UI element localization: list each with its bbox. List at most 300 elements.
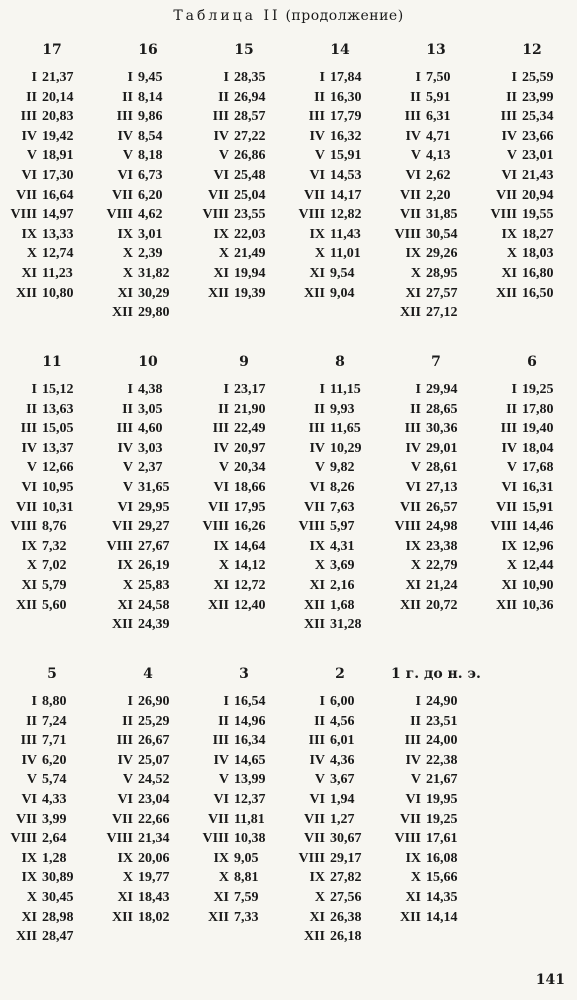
month-numeral: VI — [405, 791, 421, 807]
day-value: 14,97 — [42, 207, 74, 223]
day-value: 13,99 — [234, 772, 266, 788]
table-row — [388, 286, 484, 306]
table-row — [196, 266, 292, 286]
year-header: 17 — [42, 42, 62, 58]
month-numeral: III — [20, 733, 37, 749]
day-value: 28,65 — [426, 401, 458, 417]
day-value: 2,64 — [42, 831, 67, 847]
table-row — [196, 109, 292, 129]
month-numeral: II — [314, 401, 325, 417]
table-row — [388, 90, 484, 110]
table-row — [484, 246, 577, 266]
day-value: 23,66 — [522, 128, 554, 144]
month-numeral: XI — [213, 889, 229, 905]
table-row — [292, 890, 388, 910]
month-numeral: VII — [15, 499, 37, 515]
day-value: 5,91 — [426, 89, 451, 105]
month-numeral: VIII — [106, 538, 133, 554]
year-header: 9 — [239, 354, 249, 370]
year-column — [388, 40, 484, 325]
table-row — [100, 109, 196, 129]
month-numeral: XI — [405, 285, 421, 301]
day-value: 16,31 — [522, 479, 554, 495]
table-row — [196, 148, 292, 168]
month-numeral: I — [127, 382, 133, 397]
month-numeral: II — [218, 713, 229, 729]
day-value: 18,02 — [138, 909, 170, 925]
table-row — [388, 870, 484, 890]
month-numeral: II — [122, 89, 133, 105]
table-row — [196, 694, 292, 714]
month-numeral: V — [26, 148, 37, 164]
month-numeral: IV — [309, 752, 325, 768]
day-value: 16,08 — [426, 850, 458, 866]
table-row — [100, 227, 196, 247]
table-row — [100, 168, 196, 188]
table-row — [484, 441, 577, 461]
month-numeral: I — [415, 382, 421, 397]
month-numeral: XII — [207, 909, 229, 925]
month-numeral: VI — [21, 791, 37, 807]
table-row — [100, 207, 196, 227]
month-numeral: XI — [405, 577, 421, 593]
table-row — [100, 598, 196, 618]
year-column — [388, 664, 484, 929]
table-row — [484, 539, 577, 559]
month-numeral: II — [218, 89, 229, 105]
table-row — [484, 70, 577, 90]
day-value: 7,59 — [234, 889, 259, 905]
month-numeral: I — [319, 382, 325, 397]
month-numeral: VII — [15, 187, 37, 203]
table-row — [388, 851, 484, 871]
day-value: 2,16 — [330, 577, 355, 593]
day-value: 22,79 — [426, 558, 458, 574]
table-row — [196, 890, 292, 910]
day-value: 9,82 — [330, 460, 355, 476]
month-numeral: VI — [213, 167, 229, 183]
table-row — [4, 733, 100, 753]
month-numeral: I — [319, 694, 325, 709]
month-numeral: II — [314, 89, 325, 105]
table-row — [484, 578, 577, 598]
table-row — [4, 500, 100, 520]
table-row — [100, 753, 196, 773]
year-header: 8 — [335, 354, 345, 370]
month-numeral: V — [506, 148, 517, 164]
month-numeral: VII — [207, 811, 229, 827]
table-row — [292, 812, 388, 832]
day-value: 27,22 — [234, 128, 266, 144]
month-numeral: IX — [117, 850, 133, 866]
table-row — [100, 890, 196, 910]
month-numeral: XI — [117, 597, 133, 613]
day-value: 28,95 — [426, 265, 458, 281]
month-numeral: IV — [405, 752, 421, 768]
table-row — [196, 382, 292, 402]
year-header: 2 — [335, 666, 345, 682]
table-row — [4, 421, 100, 441]
table-row — [196, 460, 292, 480]
table-row — [388, 421, 484, 441]
day-value: 10,90 — [522, 577, 554, 593]
table-row — [4, 460, 100, 480]
day-value: 22,66 — [138, 811, 170, 827]
table-row — [388, 227, 484, 247]
day-value: 5,97 — [330, 519, 355, 535]
table-row — [292, 109, 388, 129]
day-value: 9,45 — [138, 70, 163, 85]
month-numeral: III — [212, 109, 229, 125]
table-row — [4, 772, 100, 792]
month-numeral: V — [26, 460, 37, 476]
month-numeral: VI — [309, 791, 325, 807]
day-value: 7,63 — [330, 499, 355, 515]
table-row — [388, 129, 484, 149]
table-row — [388, 207, 484, 227]
month-numeral: XI — [309, 577, 325, 593]
table-row — [196, 812, 292, 832]
table-row — [292, 480, 388, 500]
day-value: 16,32 — [330, 128, 362, 144]
month-numeral: IV — [309, 440, 325, 456]
day-value: 4,31 — [330, 538, 355, 554]
day-value: 30,45 — [42, 889, 74, 905]
table-row — [196, 870, 292, 890]
day-value: 7,32 — [42, 538, 67, 554]
day-value: 31,82 — [138, 265, 170, 281]
month-numeral: XII — [399, 909, 421, 925]
month-numeral: XII — [303, 617, 325, 633]
month-numeral: XI — [117, 285, 133, 301]
table-row — [484, 500, 577, 520]
month-numeral: VIII — [106, 207, 133, 223]
table-row — [4, 227, 100, 247]
page-number: 141 — [535, 972, 565, 988]
table-row — [100, 812, 196, 832]
day-value: 29,94 — [426, 382, 458, 397]
day-value: 3,69 — [330, 558, 355, 574]
day-value: 3,05 — [138, 401, 163, 417]
year-header: 7 — [431, 354, 441, 370]
month-numeral: VI — [405, 167, 421, 183]
month-numeral: VII — [495, 499, 517, 515]
table-row — [196, 168, 292, 188]
table-row — [388, 441, 484, 461]
month-numeral: XII — [207, 285, 229, 301]
day-value: 6,20 — [138, 187, 163, 203]
month-numeral: IX — [117, 558, 133, 574]
year-column — [196, 40, 292, 305]
table-row — [292, 90, 388, 110]
day-value: 12,96 — [522, 538, 554, 554]
day-value: 4,56 — [330, 713, 355, 729]
day-value: 18,03 — [522, 246, 554, 262]
month-numeral: VIII — [10, 831, 37, 847]
year-column — [292, 352, 388, 637]
month-numeral: VII — [15, 811, 37, 827]
day-value: 26,57 — [426, 499, 458, 515]
month-numeral: I — [127, 70, 133, 85]
month-numeral: I — [223, 694, 229, 709]
table-row — [292, 188, 388, 208]
month-numeral: IV — [405, 440, 421, 456]
month-numeral: VII — [111, 519, 133, 535]
day-value: 1,94 — [330, 791, 355, 807]
day-value: 23,99 — [522, 89, 554, 105]
month-numeral: III — [404, 109, 421, 125]
day-value: 4,13 — [426, 148, 451, 164]
table-row — [388, 578, 484, 598]
month-numeral: I — [223, 70, 229, 85]
day-value: 8,18 — [138, 148, 163, 164]
table-row — [388, 831, 484, 851]
table-row — [100, 382, 196, 402]
table-row — [292, 753, 388, 773]
table-row — [4, 129, 100, 149]
month-numeral: X — [506, 558, 517, 574]
day-value: 4,62 — [138, 207, 163, 223]
table-row — [4, 90, 100, 110]
day-value: 20,72 — [426, 597, 458, 613]
day-value: 25,48 — [234, 167, 266, 183]
day-value: 14,17 — [330, 187, 362, 203]
table-row — [4, 519, 100, 539]
day-value: 9,86 — [138, 109, 163, 125]
day-value: 20,83 — [42, 109, 74, 125]
day-value: 19,40 — [522, 421, 554, 437]
month-numeral: III — [308, 421, 325, 437]
month-numeral: III — [404, 733, 421, 749]
table-row — [4, 441, 100, 461]
table-row — [100, 148, 196, 168]
month-numeral: IX — [501, 226, 517, 242]
day-value: 18,27 — [522, 226, 554, 242]
year-header: 16 — [138, 42, 158, 58]
day-value: 30,67 — [330, 831, 362, 847]
day-value: 16,80 — [522, 265, 554, 281]
table-row — [100, 286, 196, 306]
month-numeral: VII — [495, 187, 517, 203]
day-value: 25,04 — [234, 187, 266, 203]
table-row — [100, 460, 196, 480]
table-row — [388, 480, 484, 500]
day-value: 8,14 — [138, 89, 163, 105]
month-numeral: XI — [21, 909, 37, 925]
day-value: 23,51 — [426, 713, 458, 729]
month-numeral: VIII — [202, 831, 229, 847]
day-value: 1,28 — [42, 850, 67, 866]
month-numeral: IV — [21, 128, 37, 144]
table-row — [388, 188, 484, 208]
table-row — [196, 772, 292, 792]
table-row — [100, 617, 196, 637]
day-value: 22,49 — [234, 421, 266, 437]
table-row — [484, 460, 577, 480]
month-numeral: VII — [399, 499, 421, 515]
day-value: 2,20 — [426, 187, 451, 203]
table-row — [100, 129, 196, 149]
month-numeral: II — [218, 401, 229, 417]
table-row — [484, 382, 577, 402]
month-numeral: IV — [213, 440, 229, 456]
day-value: 14,64 — [234, 538, 266, 554]
day-value: 16,64 — [42, 187, 74, 203]
day-value: 25,29 — [138, 713, 170, 729]
month-numeral: I — [31, 382, 37, 397]
day-value: 21,67 — [426, 772, 458, 788]
table-row — [4, 382, 100, 402]
day-value: 17,95 — [234, 499, 266, 515]
month-numeral: IV — [501, 128, 517, 144]
year-header: 13 — [426, 42, 446, 58]
day-value: 14,12 — [234, 558, 266, 574]
table-row — [292, 598, 388, 618]
table-row — [4, 286, 100, 306]
month-numeral: VII — [303, 811, 325, 827]
day-value: 26,94 — [234, 89, 266, 105]
table-row — [388, 402, 484, 422]
day-value: 19,42 — [42, 128, 74, 144]
day-value: 23,38 — [426, 538, 458, 554]
table-row — [292, 851, 388, 871]
table-row — [388, 733, 484, 753]
day-value: 10,29 — [330, 440, 362, 456]
table-row — [292, 246, 388, 266]
table-row — [100, 441, 196, 461]
day-value: 27,56 — [330, 889, 362, 905]
table-row — [388, 890, 484, 910]
table-row — [292, 694, 388, 714]
table-row — [484, 227, 577, 247]
table-row — [292, 500, 388, 520]
table-row — [4, 148, 100, 168]
day-value: 16,54 — [234, 694, 266, 709]
day-value: 9,05 — [234, 850, 259, 866]
table-row — [484, 286, 577, 306]
day-value: 30,29 — [138, 285, 170, 301]
day-value: 29,95 — [138, 499, 170, 515]
month-numeral: VI — [117, 167, 133, 183]
table-row — [484, 519, 577, 539]
month-numeral: VII — [399, 187, 421, 203]
table-row — [292, 792, 388, 812]
table-row — [292, 402, 388, 422]
table-row — [292, 286, 388, 306]
day-value: 28,35 — [234, 70, 266, 85]
month-numeral: IX — [405, 538, 421, 554]
day-value: 30,54 — [426, 226, 458, 242]
table-row — [292, 207, 388, 227]
month-numeral: IX — [213, 850, 229, 866]
month-numeral: VIII — [394, 226, 421, 242]
month-numeral: I — [127, 694, 133, 709]
month-numeral: XI — [21, 265, 37, 281]
table-row — [100, 714, 196, 734]
day-value: 23,04 — [138, 791, 170, 807]
day-value: 4,60 — [138, 421, 163, 437]
table-row — [196, 598, 292, 618]
month-numeral: XII — [303, 929, 325, 945]
table-row — [196, 792, 292, 812]
day-value: 24,52 — [138, 772, 170, 788]
table-row — [196, 753, 292, 773]
day-value: 10,31 — [42, 499, 74, 515]
table-row — [4, 870, 100, 890]
month-numeral: I — [31, 694, 37, 709]
table-row — [100, 792, 196, 812]
month-numeral: X — [122, 577, 133, 593]
month-numeral: VI — [501, 479, 517, 495]
month-numeral: V — [410, 772, 421, 788]
month-numeral: VI — [21, 479, 37, 495]
year-header: 14 — [330, 42, 350, 58]
day-value: 30,89 — [42, 870, 74, 886]
month-numeral: VI — [213, 479, 229, 495]
table-row — [196, 286, 292, 306]
day-value: 15,66 — [426, 870, 458, 886]
month-numeral: III — [308, 109, 325, 125]
day-value: 7,24 — [42, 713, 67, 729]
table-row — [484, 129, 577, 149]
month-numeral: VII — [111, 187, 133, 203]
table-row — [100, 90, 196, 110]
day-value: 26,86 — [234, 148, 266, 164]
table-row — [484, 421, 577, 441]
table-row — [100, 519, 196, 539]
month-numeral: II — [410, 401, 421, 417]
month-numeral: II — [26, 401, 37, 417]
table-row — [484, 558, 577, 578]
table-row — [4, 558, 100, 578]
year-header: 4 — [143, 666, 153, 682]
table-row — [196, 188, 292, 208]
year-header: 15 — [234, 42, 254, 58]
day-value: 10,38 — [234, 831, 266, 847]
month-numeral: IX — [21, 538, 37, 554]
table-row — [100, 539, 196, 559]
month-numeral: III — [116, 733, 133, 749]
table-row — [4, 910, 100, 930]
day-value: 9,04 — [330, 285, 355, 301]
table-row — [484, 188, 577, 208]
day-value: 7,33 — [234, 909, 259, 925]
month-numeral: XI — [21, 577, 37, 593]
table-row — [100, 851, 196, 871]
day-value: 5,79 — [42, 577, 67, 593]
table-row — [292, 539, 388, 559]
month-numeral: VIII — [298, 519, 325, 535]
day-value: 6,01 — [330, 733, 355, 749]
month-numeral: II — [410, 713, 421, 729]
month-numeral: VII — [399, 207, 421, 223]
table-row — [100, 480, 196, 500]
table-row — [388, 305, 484, 325]
day-value: 20,97 — [234, 440, 266, 456]
table-row — [292, 421, 388, 441]
table-row — [4, 246, 100, 266]
table-row — [292, 148, 388, 168]
month-numeral: X — [410, 265, 421, 281]
month-numeral: IV — [405, 128, 421, 144]
month-numeral: VI — [309, 167, 325, 183]
month-numeral: I — [511, 70, 517, 85]
table-row — [4, 753, 100, 773]
day-value: 15,12 — [42, 382, 74, 397]
table-row — [292, 929, 388, 949]
year-header: 3 — [239, 666, 249, 682]
day-value: 12,44 — [522, 558, 554, 574]
